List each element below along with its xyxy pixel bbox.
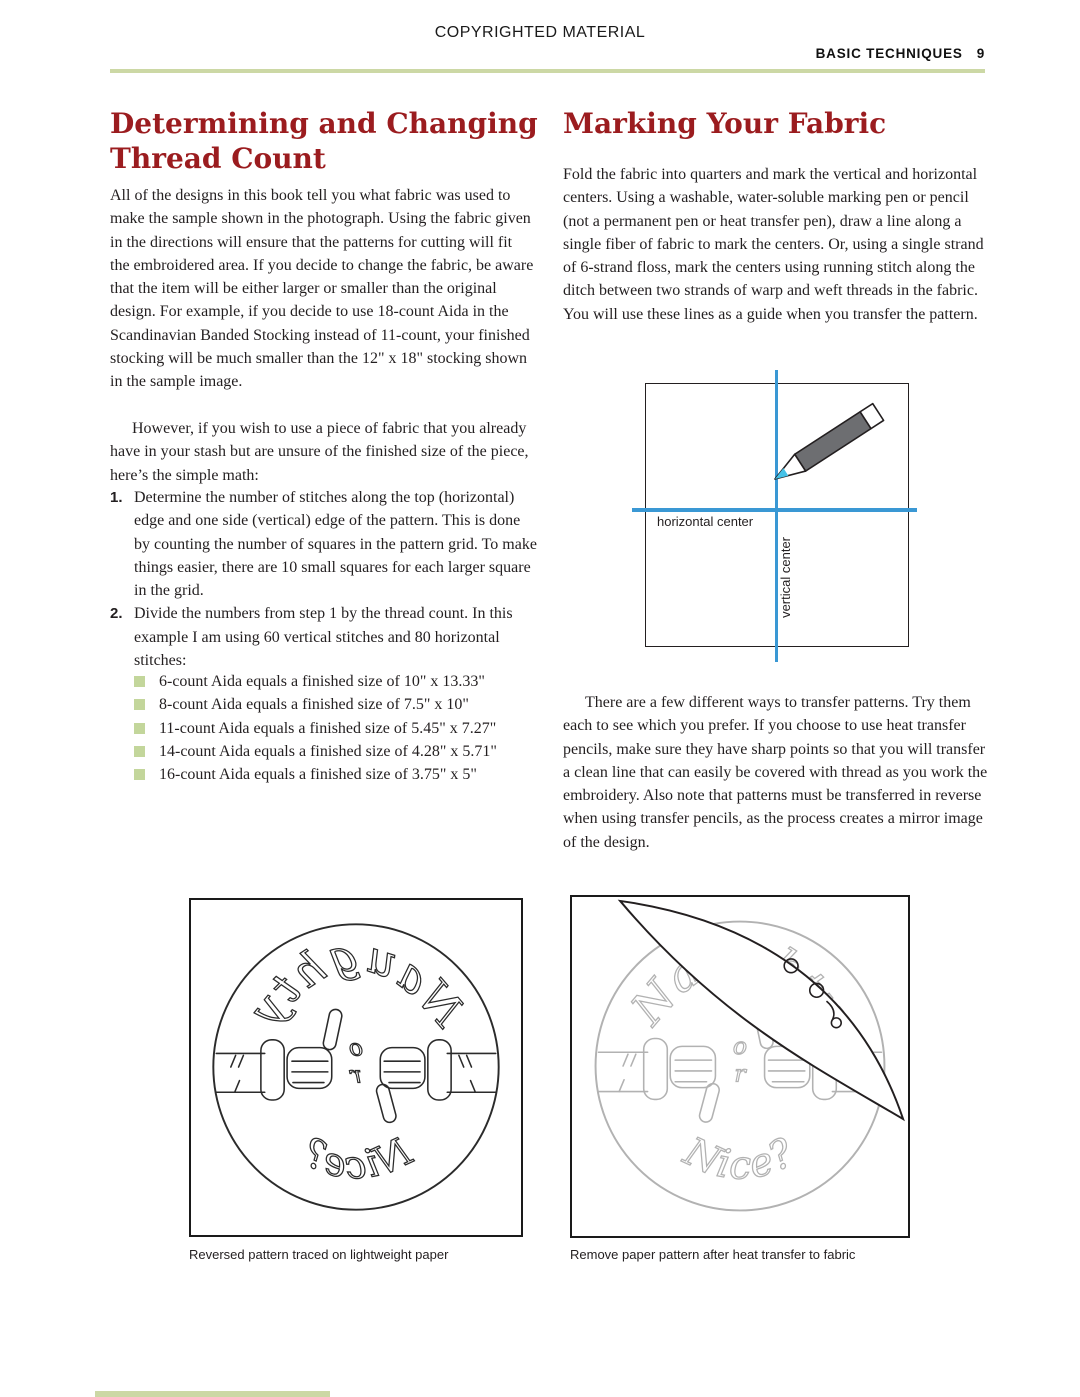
bullet-square-icon — [134, 723, 145, 734]
step-text: Determine the number of stitches along the top (horizontal) edge and one side (vertical) edge of the pattern. This is done by counting the number of squares in the pattern grid. To make things easier, there are 10 small squares for each larger square in the grid. — [134, 489, 537, 600]
left-paragraph-1: All of the designs in this book tell you what fabric was used to make the sample shown in the photograph. Using the fabric given in the directions will ensure that the patterns for cutting will fit the embroidered area. If you decide to change the fabric, be aware that the item will be either larger or smaller than the original design. For example, if you decide to use 18-count Aida in the Scandinavian Banded Stocking instead of 11-count, your finished stocking will be much smaller than the 12" x 18" stocking shown in the sample image. — [110, 187, 534, 391]
footer-accent-bar — [95, 1391, 330, 1397]
figure-heat-transfer — [570, 895, 910, 1238]
step-item — [110, 602, 538, 672]
bullet-square-icon — [134, 746, 145, 757]
running-header-section: BASIC TECHNIQUES — [815, 46, 963, 61]
step-number: 2. — [110, 605, 123, 623]
figure-reversed-pattern — [189, 898, 523, 1237]
list-item — [134, 670, 534, 693]
running-header — [816, 46, 985, 61]
aida-size-list — [134, 670, 534, 786]
right-paragraph-2: There are a few different ways to transfer patterns. Try them each to see which you prefer. If you choose to use heat transfer pencils, make sure they have sharp points so that you will transfer a clean line that can easily be covered with thread as you work the embroidery. Also note that patterns must be transferred in reverse when using transfer pencils, as the process creates a mirror image of the design. — [563, 694, 988, 851]
list-item-text: 11-count Aida equals a finished size of 5.45" x 7.27" — [159, 719, 497, 737]
right-paragraph-1: Fold the fabric into quarters and mark the vertical and horizontal centers. Using a washable, water-soluble marking pen or pencil (not a permanent pen or heat transfer pen), draw a line along a single fiber of fabric to mark the centers. Or, using a single strand of 6-strand floss, mark the centers using running stitch along the ditch between two strands of warp and weft threads in the fabric. You will use these lines as a guide when you transfer the pattern. — [563, 166, 984, 323]
reversed-pattern-drawing — [191, 900, 521, 1235]
page-number: 9 — [976, 46, 985, 61]
fabric-center-diagram — [563, 370, 985, 675]
left-section-heading: Determining and Changing Thread Count — [110, 107, 538, 175]
list-item-text: 8-count Aida equals a finished size of 7.5" x 10" — [159, 696, 469, 714]
figure-1-caption: Reversed pattern traced on lightweight paper — [189, 1247, 449, 1262]
list-item — [134, 717, 534, 740]
pencil-icon — [767, 397, 902, 492]
copyright-notice: COPYRIGHTED MATERIAL — [434, 24, 646, 41]
bullet-square-icon — [134, 676, 145, 687]
list-item — [134, 740, 534, 763]
numbered-steps — [110, 486, 538, 672]
transfer-pattern-drawing — [572, 897, 908, 1236]
step-number: 1. — [110, 489, 123, 506]
horizontal-center-label: horizontal center — [657, 514, 754, 529]
bullet-square-icon — [134, 769, 145, 780]
bullet-square-icon — [134, 699, 145, 710]
figure-2-caption: Remove paper pattern after heat transfer to fabric — [570, 1247, 856, 1262]
vertical-center-label: vertical center — [778, 537, 793, 618]
step-text: Divide the numbers from step 1 by the thread count. In this example I am using 60 vertical stitches and 80 horizontal stitches: — [134, 605, 513, 670]
list-item — [134, 763, 534, 786]
list-item-text: 16-count Aida equals a finished size of 3.75" x 5" — [159, 766, 477, 784]
step-item — [110, 486, 538, 602]
header-rule — [110, 69, 985, 73]
list-item — [134, 693, 534, 716]
right-section-heading: Marking Your Fabric — [563, 107, 887, 140]
list-item-text: 6-count Aida equals a finished size of 10" x 13.33" — [159, 673, 485, 690]
list-item-text: 14-count Aida equals a finished size of 4.28" x 5.71" — [159, 742, 497, 760]
left-paragraph-2: However, if you wish to use a piece of fabric that you already have in your stash but are unsure of the finished size of the piece, here’s the simple math: — [110, 420, 529, 484]
